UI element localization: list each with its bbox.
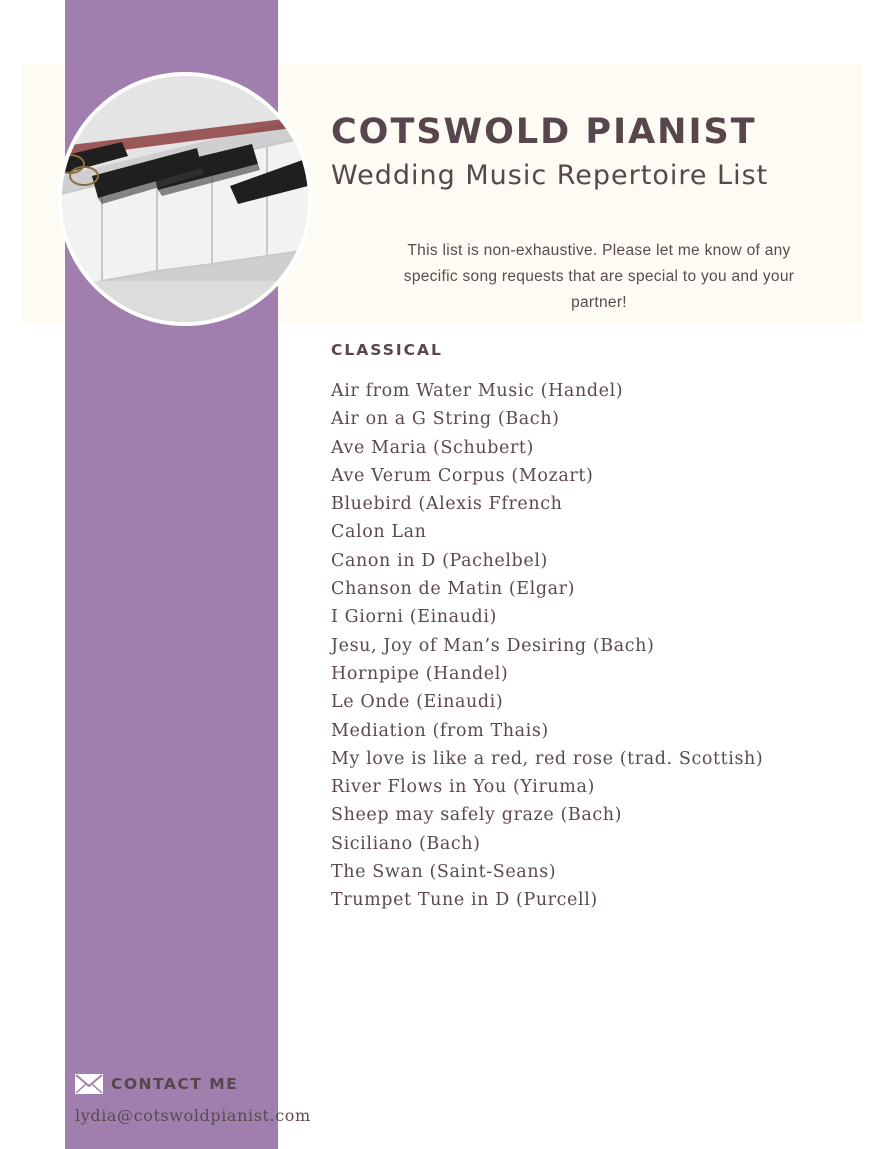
piano-keys-photo [58, 72, 312, 326]
list-item: Calon Lan [331, 522, 427, 543]
list-item: Mediation (from Thais) [331, 720, 549, 741]
list-item: Canon in D (Pachelbel) [331, 550, 548, 571]
contact-label: CONTACT ME [111, 1075, 239, 1093]
list-item: Jesu, Joy of Man’s Desiring (Bach) [331, 635, 655, 656]
list-item: Hornpipe (Handel) [331, 663, 509, 684]
list-item: Air from Water Music (Handel) [331, 381, 624, 401]
page-subtitle: Wedding Music Repertoire List [331, 160, 769, 191]
page-title: COTSWOLD PIANIST [331, 112, 757, 152]
contact-email[interactable]: lydia@cotswoldpianist.com [75, 1106, 311, 1125]
list-item: Chanson de Matin (Elgar) [331, 579, 576, 600]
list-item: Air on a G String (Bach) [331, 409, 560, 430]
list-item: Bluebird (Alexis Ffrench [331, 494, 563, 515]
list-item: River Flows in You (Yiruma) [331, 777, 595, 798]
list-item: My love is like a red, red rose (trad. Scottish) [331, 748, 764, 769]
section-heading-classical: CLASSICAL [331, 341, 443, 359]
list-item: Le Onde (Einaudi) [331, 692, 504, 713]
repertoire-list [331, 377, 763, 915]
list-item: Ave Verum Corpus (Mozart) [331, 465, 594, 486]
list-item: Siciliano (Bach) [331, 833, 481, 854]
contact-heading [75, 1074, 238, 1094]
list-item: I Giorni (Einaudi) [331, 607, 497, 628]
list-item: Ave Maria (Schubert) [331, 437, 534, 458]
envelope-icon [75, 1074, 103, 1094]
list-item: The Swan (Saint-Seans) [331, 862, 557, 883]
list-item: Sheep may safely graze (Bach) [331, 805, 623, 826]
intro-note: This list is non-exhaustive. Please let me know of any specific song requests that are special to you and your partner! [403, 242, 795, 311]
list-item: Trumpet Tune in D (Purcell) [331, 890, 598, 911]
